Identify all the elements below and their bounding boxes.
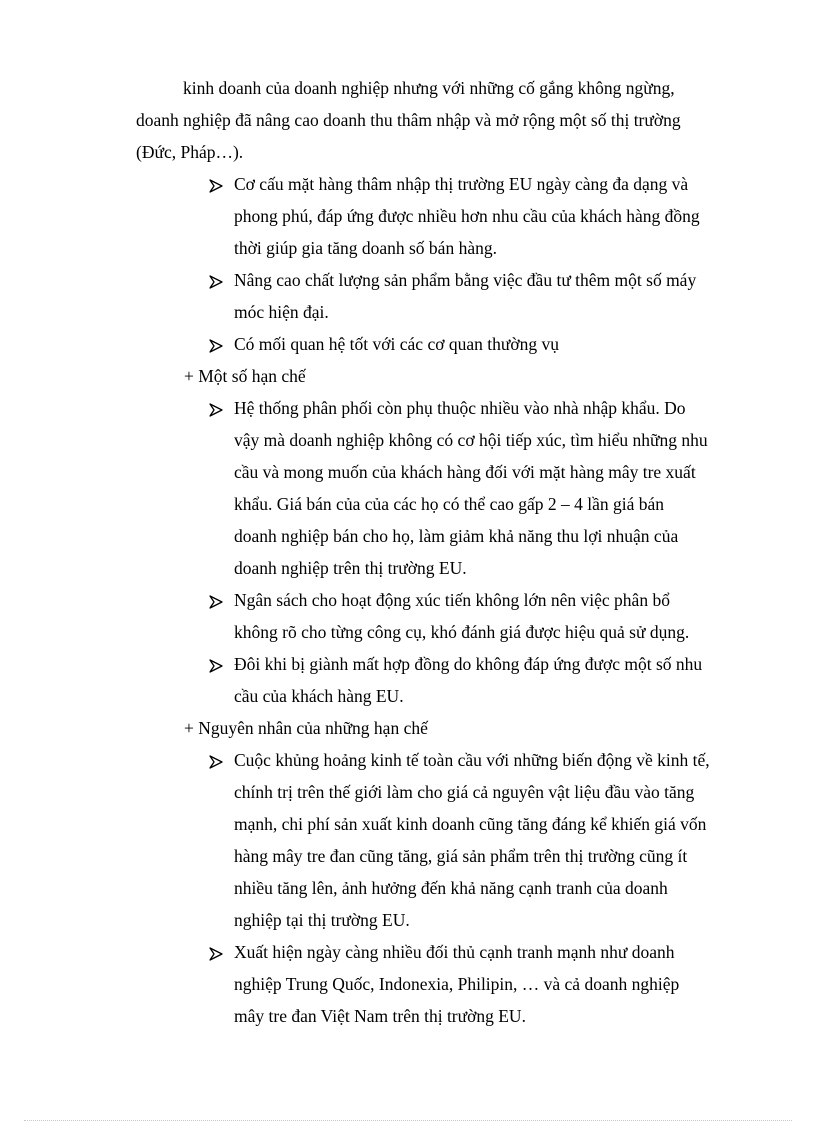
bullet-text: thời giúp gia tăng doanh số bán hàng.	[234, 238, 497, 258]
bullet-text: Nâng cao chất lượng sản phẩm bằng việc đầu tư thêm một số máy	[234, 270, 697, 290]
bullet-text: không rõ cho từng công cụ, khó đánh giá được hiệu quả sử dụng.	[234, 622, 690, 642]
bullet-text: Cơ cấu mặt hàng thâm nhập thị trường EU ngày càng đa dạng và	[234, 174, 689, 194]
bullet-text: móc hiện đại.	[234, 302, 329, 322]
bullet-text: cầu của khách hàng EU.	[234, 686, 404, 706]
intro-line: (Đức, Pháp…).	[136, 142, 244, 162]
arrow-bullet-icon	[208, 338, 224, 354]
arrow-bullet-icon	[208, 178, 224, 194]
section-heading: + Một số hạn chế	[184, 366, 306, 386]
intro-line: doanh nghiệp đã nâng cao doanh thu thâm nhập và mở rộng một số thị trường	[136, 110, 681, 130]
bullet-text: nhiều tăng lên, ảnh hưởng đến khả năng cạnh tranh của doanh	[234, 878, 668, 898]
section-heading: + Nguyên nhân của những hạn chế	[184, 718, 428, 738]
arrow-bullet-icon	[208, 594, 224, 610]
bullet-text: hàng mây tre đan cũng tăng, giá sản phẩm trên thị trường cũng ít	[234, 846, 688, 866]
bullet-text: Hệ thống phân phối còn phụ thuộc nhiều vào nhà nhập khẩu. Do	[234, 398, 686, 418]
arrow-bullet-icon	[208, 754, 224, 770]
arrow-bullet-icon	[208, 274, 224, 290]
page-bottom-rule	[24, 1120, 792, 1121]
intro-line: kinh doanh của doanh nghiệp nhưng với những cố gắng không ngừng,	[183, 78, 675, 98]
bullet-text: doanh nghiệp trên thị trường EU.	[234, 558, 467, 578]
bullet-text: phong phú, đáp ứng được nhiều hơn nhu cầu của khách hàng đồng	[234, 206, 700, 226]
bullet-text: mạnh, chi phí sản xuất kinh doanh cũng tăng đáng kể khiến giá vốn	[234, 814, 707, 834]
bullet-text: chính trị trên thế giới làm cho giá cả nguyên vật liệu đầu vào tăng	[234, 782, 695, 802]
arrow-bullet-icon	[208, 946, 224, 962]
bullet-text: Cuộc khủng hoảng kinh tế toàn cầu với những biến động về kinh tế,	[234, 750, 710, 770]
bullet-text: doanh nghiệp bán cho họ, làm giảm khả năng thu lợi nhuận của	[234, 526, 679, 546]
arrow-bullet-icon	[208, 402, 224, 418]
bullet-text: nghiệp Trung Quốc, Indonexia, Philipin, … và cả doanh nghiệp	[234, 974, 680, 994]
bullet-text: vậy mà doanh nghiệp không có cơ hội tiếp xúc, tìm hiểu những nhu	[234, 430, 708, 450]
bullet-text: Có mối quan hệ tốt với các cơ quan thường vụ	[234, 334, 559, 354]
bullet-text: Xuất hiện ngày càng nhiều đối thủ cạnh tranh mạnh như doanh	[234, 942, 675, 962]
bullet-text: mây tre đan Việt Nam trên thị trường EU.	[234, 1006, 526, 1026]
bullet-text: Ngân sách cho hoạt động xúc tiến không lớn nên việc phân bổ	[234, 590, 670, 610]
arrow-bullet-icon	[208, 658, 224, 674]
bullet-text: cầu và mong muốn của khách hàng đối với mặt hàng mây tre xuất	[234, 462, 696, 482]
bullet-text: Đôi khi bị giành mất hợp đồng do không đáp ứng được một số nhu	[234, 654, 703, 674]
bullet-text: nghiệp tại thị trường EU.	[234, 910, 410, 930]
bullet-text: khẩu. Giá bán của của các họ có thể cao gấp 2 – 4 lần giá bán	[234, 494, 665, 514]
